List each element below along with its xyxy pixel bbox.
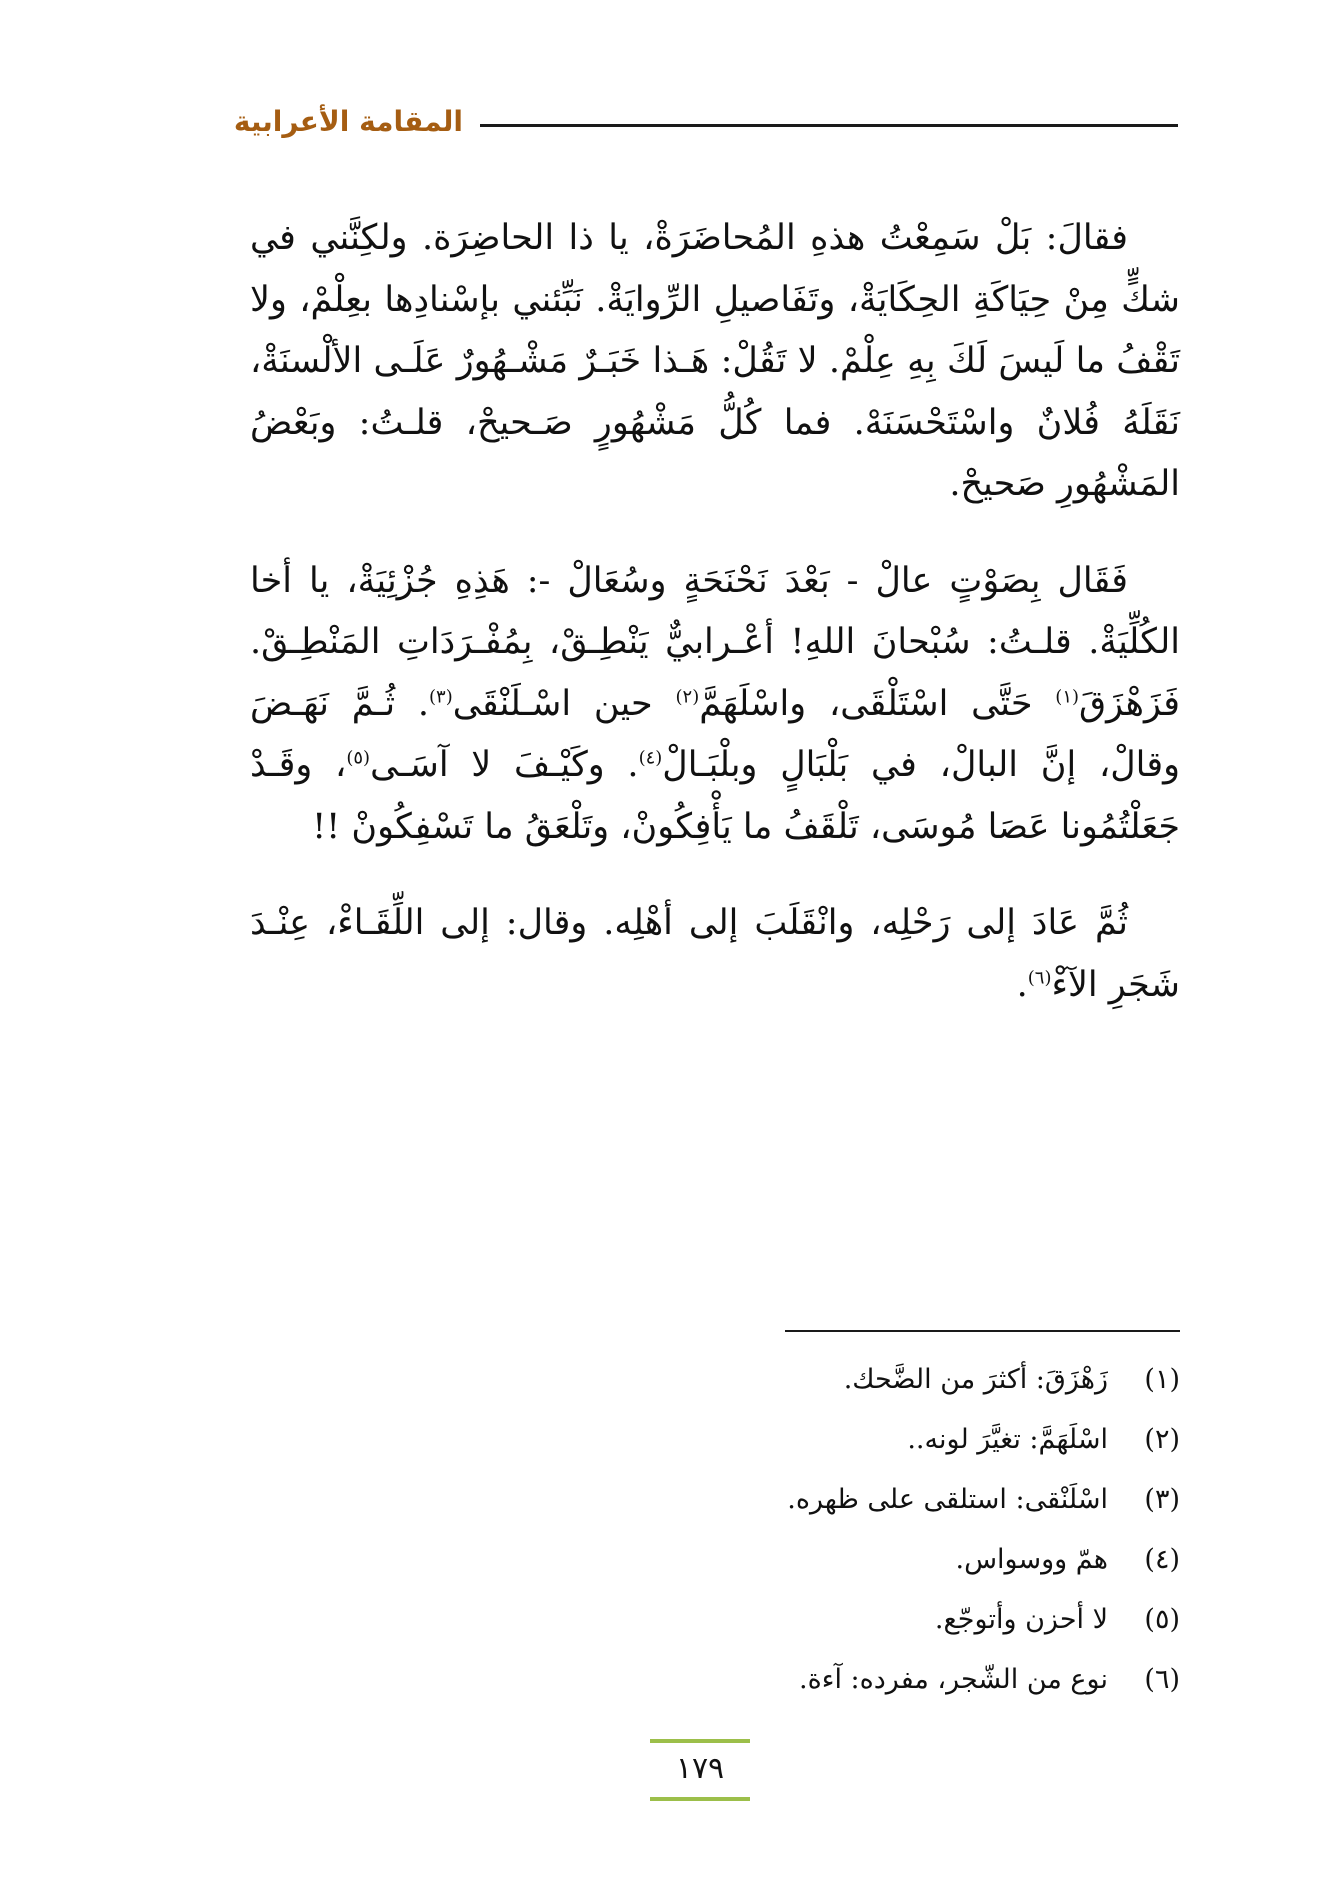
footnote-number: (٣) (1144, 1484, 1180, 1515)
footnote-text: لا أحزن وأتوجّع. (934, 1604, 1108, 1635)
footnote-reference: (٤) (638, 747, 663, 769)
footnote-number: (٢) (1144, 1424, 1180, 1455)
footnotes-list (620, 1350, 1180, 1710)
footnote-number: (٥) (1144, 1604, 1180, 1635)
text-run: ثُمَّ عَادَ إلى رَحْلِه، وانْقَلَبَ إلى أهْلِه. وقال: إلى اللِّقَـاءْ، عِنْـدَ شَجَرِ الآءْ (250, 903, 1180, 1005)
footnote-text: همّ ووسواس. (955, 1544, 1108, 1575)
text-run: فَقَال بِصَوْتٍ عالْ - بَعْدَ نَحْنَحَةٍ وسُعَالْ -: هَذِهِ جُزْئِيَةْ، يا أخا الكُلِّيَةْ. قلـتُ: سُبْحانَ اللهِ! أعْـرابيٌّ يَنْطِـقْ، بِمُفْـرَدَاتِ المَنْطِـقْ. فَزَهْزَقَ (250, 560, 1180, 724)
footnote-item (620, 1650, 1180, 1710)
footnote-reference: (٢) (675, 685, 700, 707)
page-number-rule-top (650, 1739, 750, 1743)
text-run: . ثُـمَّ نَهَـضَ وقالْ، إنَّ البالْ، في بَلْبَالٍ وبلْبَـالْ (250, 683, 1180, 785)
footnote-reference: (٥) (346, 747, 371, 769)
text-run: ، وقَـدْ جَعَلْتُمُونا عَصَا مُوسَى، تَلْقَفُ ما يَأْفِكُونْ، وتَلْعَقُ ما تَسْفِكُونْ !! (250, 745, 1180, 847)
header-rule (480, 124, 1178, 127)
header-title: المقامة الأعرابية (233, 105, 463, 138)
footnote-item (620, 1470, 1180, 1530)
paragraph-1: فقالَ: بَلْ سَمِعْتُ هذهِ المُحاضَرَةْ، يا ذا الحاضِرَة. ولكِنَّني في شكٍّ مِنْ حِيَاكَةِ الحِكَايَةْ، وتَفَاصيلِ الرِّوايَةْ. نَبِّئني بإسْنادِها بعِلْمْ، ولا تَقْفُ ما لَيسَ لَكَ بِهِ عِلْمْ. لا تَقُلْ: هَـذا خَبَـرٌ مَشْـهُورٌ عَلَـى الألْسنَةْ، نَقَلَهُ فُلانٌ واسْتَحْسَنَهْ. فما كُلُّ مَشْهُورٍ صَـحيحْ، قلـتُ: وبَعْضُ المَشْهُورِ صَحيحْ. (250, 218, 1180, 504)
footnote-item (620, 1410, 1180, 1470)
footnote-item (620, 1530, 1180, 1590)
footnote-reference: (٣) (429, 685, 453, 707)
text-run: حَتَّى اسْتَلْقَى، واسْلَهَمَّ (699, 683, 1056, 724)
text-run: . وكَيْـفَ لا آسَـى (370, 745, 639, 785)
footnote-number: (٤) (1144, 1544, 1180, 1575)
text-run: حين اسْـلَنْقَى (452, 683, 676, 724)
footnote-text: اسْلَنْقى: استلقى على ظهره. (787, 1484, 1108, 1515)
paragraph-2 (250, 551, 1180, 859)
footnote-reference: (٦) (1027, 966, 1052, 988)
footnote-item (620, 1350, 1180, 1410)
running-header (233, 100, 1178, 144)
footnote-text: نوع من الشّجر، مفرده: آءة. (799, 1664, 1108, 1695)
text-run: . (1016, 964, 1028, 1005)
body-text (250, 208, 1180, 1051)
footnote-number: (١) (1144, 1364, 1180, 1395)
page-number-rule-bottom (650, 1797, 750, 1801)
footnote-text: اسْلَهَمَّ: تغيَّرَ لونه.. (907, 1424, 1108, 1455)
footnote-item (620, 1590, 1180, 1650)
page-number: ١٧٩ (675, 1751, 725, 1786)
footnote-text: زَهْزَقَ: أكثرَ من الضَّحك. (843, 1364, 1108, 1395)
footnote-rule (785, 1330, 1180, 1332)
footnote-number: (٦) (1144, 1664, 1180, 1695)
footnote-reference: (١) (1055, 685, 1080, 707)
paragraph-3 (250, 893, 1180, 1016)
